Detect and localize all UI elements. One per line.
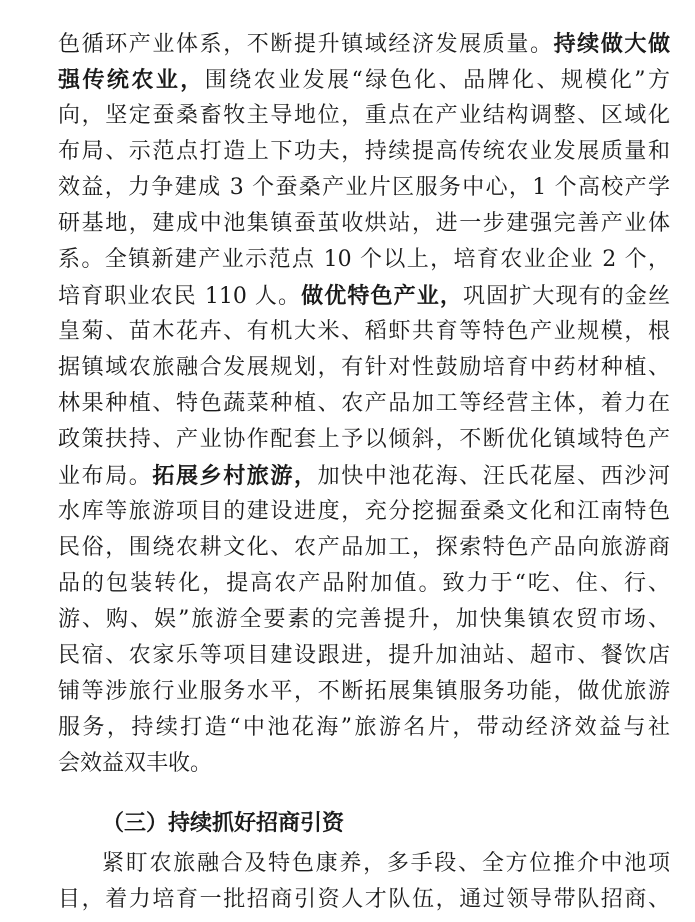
text-line [58,458,670,495]
text-run: 围绕农业发展“绿色化、品牌化、规模化”方 [204,68,670,93]
text-run: 业布局。 [58,464,153,489]
text-line: 皇菊、苗木花卉、有机大米、稻虾共育等特色产业规模，根 [58,319,670,344]
text-line: 水库等旅游项目的建设进度，充分挖掘蚕桑文化和江南特色 [58,499,670,524]
text-run: 培育职业农民 110 人。 [58,284,302,309]
text-line [58,26,670,63]
text-line: 紧盯农旅融合及特色康养，多手段、全方位推介中池项 [102,851,670,876]
text-line: 据镇域农旅融合发展规划，有针对性鼓励培育中药材种植、 [58,355,670,380]
text-line [58,62,670,99]
text-line: 民宿、农家乐等项目建设跟进，提升加油站、超市、餐饮店 [58,643,670,668]
text-line: 游、购、娱”旅游全要素的完善提升，加快集镇农贸市场、 [58,607,670,632]
text-line: 铺等涉旅行业服务水平，不断拓展集镇服务功能，做优旅游 [58,679,670,704]
text-line: 系。全镇新建产业示范点 10 个以上，培育农业企业 2 个， [58,247,670,272]
text-line: 民俗，围绕农耕文化、农产品加工，探索特色产品向旅游商 [58,535,670,560]
text-line: 研基地，建成中池集镇蚕茧收烘站，进一步建强完善产业体 [58,211,670,236]
text-run: 加快中池花海、汪氏花屋、西沙河 [317,464,670,489]
section-heading: （三）持续抓好招商引资 [102,810,345,836]
text-run: 巩固扩大现有的金丝 [463,284,670,309]
text-line: 品的包装转化，提高农产品附加值。致力于“吃、住、行、 [58,571,670,596]
text-line: 向，坚定蚕桑畜牧主导地位，重点在产业结构调整、区域化 [58,103,670,128]
text-line [58,278,670,315]
bold-text-run: 拓展乡村旅游， [152,463,318,489]
bold-text-run: 持续做大做 [553,31,670,57]
text-line: 服务，持续打造“中池花海”旅游名片，带动经济效益与社 [58,715,670,740]
text-line: 布局、示范点打造上下功夫，持续提高传统农业发展质量和 [58,139,670,164]
bold-text-run: 做优特色产业， [301,283,464,309]
bold-text-run: 强传统农业， [58,67,205,93]
text-line: 会效益双丰收。 [58,751,213,776]
text-line: 效益，力争建成 3 个蚕桑产业片区服务中心，1 个高校产学 [58,175,670,200]
text-line: 林果种植、特色蔬菜种植、农产品加工等经营主体，着力在 [58,391,670,416]
text-line: 政策扶持、产业协作配套上予以倾斜，不断优化镇域特色产 [58,427,670,452]
text-line: 目，着力培育一批招商引资人才队伍，通过领导带队招商、 [58,887,670,912]
text-run: 色循环产业体系，不断提升镇域经济发展质量。 [58,32,554,57]
